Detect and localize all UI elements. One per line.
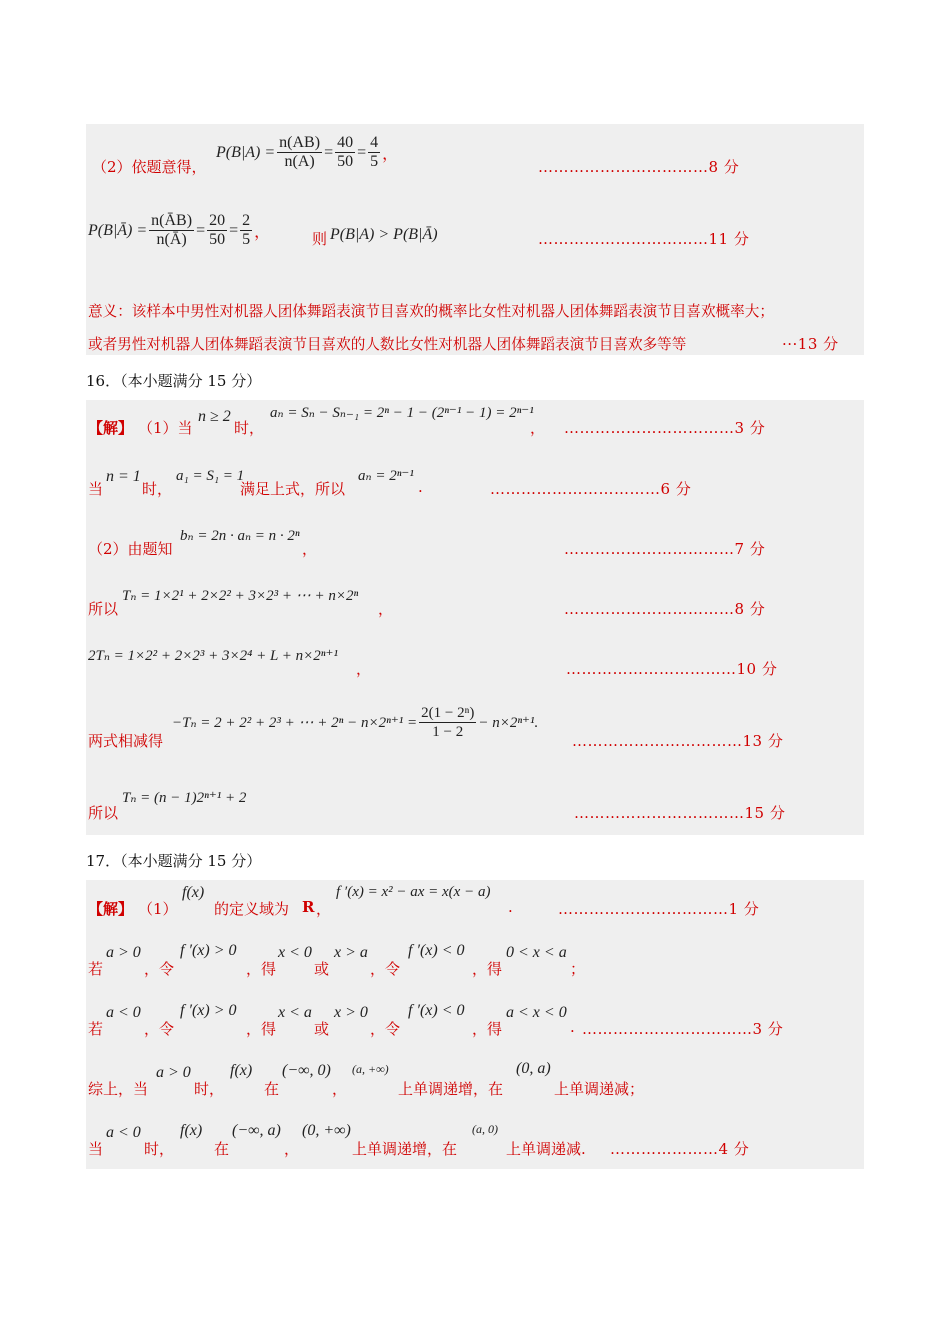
- score-11: ……………………………11 分: [538, 230, 750, 248]
- expr: aₙ = 2ⁿ⁻¹: [358, 468, 414, 484]
- expr: f ′(x) < 0: [408, 1002, 465, 1019]
- Tn-sum-formula: [122, 586, 358, 605]
- expr: aₙ = Sₙ − Sₙ₋₁ = 2ⁿ − 1 − (2ⁿ⁻¹ − 1) = 2ⁿ⁻¹: [270, 405, 534, 421]
- expr: (a, 0): [472, 1122, 498, 1136]
- line-part2-bar: [86, 212, 864, 262]
- expr: f(x): [230, 1062, 253, 1079]
- expr: a > 0: [106, 944, 141, 961]
- comma: ，: [530, 419, 546, 437]
- part2-intro: （2）依题意得，: [92, 158, 207, 176]
- expr: n ≥ 2: [198, 408, 231, 425]
- Tn-result: [122, 788, 246, 807]
- range-a-x-0: [506, 1004, 567, 1022]
- text: ，得: [472, 960, 503, 978]
- text: ，令: [370, 1020, 401, 1038]
- bn-formula: [180, 526, 300, 545]
- range-x-lt-a: [278, 1004, 312, 1022]
- interval-a-0: [472, 1122, 498, 1137]
- expr: f ′(x) < 0: [408, 942, 465, 959]
- f-of-x: [182, 884, 204, 902]
- expr: Tₙ = 1×2¹ + 2×2² + 3×2³ + ⋯ + n×2ⁿ: [122, 588, 359, 604]
- expr: (−∞, a): [232, 1122, 281, 1139]
- score-6: ……………………………6 分: [490, 480, 692, 498]
- f-of-x: [180, 1122, 202, 1140]
- fprime-pos: [180, 1002, 237, 1020]
- derivative-formula: [336, 884, 490, 901]
- interval-0-inf: [302, 1122, 351, 1140]
- frac-num: n(AB): [279, 134, 321, 151]
- range-x-gt-a: [334, 944, 368, 962]
- dot: .: [570, 1018, 575, 1036]
- expr: 0 < x < a: [506, 944, 567, 961]
- formula-lhs: P(B|Ā) =: [88, 221, 148, 239]
- frac-den: n(A): [284, 153, 315, 170]
- dot: .: [418, 478, 423, 496]
- frac-den: 5: [370, 153, 379, 170]
- interval-neg-inf-a: [232, 1122, 281, 1140]
- fraction-nAbarB: [149, 212, 194, 249]
- frac-den: 50: [337, 153, 354, 170]
- expr: x < 0: [278, 944, 312, 961]
- cond-a-pos: [156, 1064, 191, 1082]
- text: 时，: [144, 1140, 175, 1158]
- solution-block-15: [86, 124, 864, 355]
- expr: x < a: [278, 1004, 312, 1021]
- meaning-text-1: 意义：该样本中男性对机器人团体舞蹈表演节目喜欢的概率比女性对机器人团体舞蹈表演节目喜欢概率大；: [88, 303, 774, 320]
- interval-a-inf: [352, 1062, 389, 1077]
- q16-line-1: [86, 400, 864, 440]
- text: 或: [314, 1020, 330, 1038]
- expr: a < x < 0: [506, 1004, 567, 1021]
- text: （1）当: [138, 419, 193, 437]
- a1-formula: [176, 468, 244, 485]
- fprime-neg: [408, 942, 465, 960]
- dot: .: [508, 898, 513, 916]
- line-meaning-2: [86, 331, 864, 355]
- expr: f ′(x) > 0: [180, 1002, 237, 1019]
- text: 的定义域为: [214, 900, 290, 918]
- text: 所以: [88, 600, 119, 618]
- frac-den: 1 − 2: [432, 724, 464, 740]
- fraction-4-5: [368, 134, 380, 171]
- score-8: ……………………………8 分: [564, 600, 766, 618]
- frac-num: 40: [337, 134, 354, 151]
- text: 当: [88, 480, 104, 498]
- solution-tag: 【解】: [88, 419, 134, 437]
- line-meaning-1: [86, 298, 864, 322]
- expr: bₙ = 2n · aₙ = n · 2ⁿ: [180, 528, 300, 544]
- frac-den: n(Ā): [156, 231, 187, 248]
- text: 时，: [234, 419, 265, 437]
- fraction-nAB: [277, 134, 322, 171]
- q17-line-2: [86, 938, 864, 978]
- text: 若: [88, 1020, 104, 1038]
- question-16-header: 16．（本小题满分 15 分）: [86, 372, 262, 390]
- expr: 2Tₙ = 1×2² + 2×2³ + 3×2⁴ + L + n×2ⁿ⁺¹: [88, 648, 338, 664]
- real-set: R: [302, 898, 315, 916]
- expr: f ′(x) = x² − ax = x(x − a): [336, 884, 491, 900]
- frac-num: 2: [242, 212, 251, 229]
- comma: ，: [356, 660, 372, 678]
- condition-n-eq-1: [106, 468, 141, 486]
- text: 上单调递减；: [554, 1080, 645, 1098]
- comma: ，: [254, 224, 271, 241]
- text: ，令: [370, 960, 401, 978]
- q17-line-5: [86, 1118, 864, 1158]
- recurrence-formula: [270, 403, 534, 422]
- expr: − n×2ⁿ⁺¹.: [478, 715, 539, 731]
- expr: n = 1: [106, 468, 141, 485]
- fraction-40-50: [335, 134, 355, 171]
- text: ，得: [246, 960, 277, 978]
- solution-tag: 【解】: [88, 900, 134, 918]
- q16-line-4: [86, 582, 864, 622]
- text: 或: [314, 960, 330, 978]
- score-13: ···13 分: [782, 335, 839, 353]
- score-1: ……………………………1 分: [558, 900, 760, 918]
- comma: ，: [382, 146, 399, 163]
- text: ，: [332, 1080, 348, 1098]
- frac-num: 2(1 − 2ⁿ): [421, 705, 475, 721]
- q17-line-3: [86, 998, 864, 1038]
- text: ，: [284, 1140, 300, 1158]
- text: 上单调递增，在: [398, 1080, 504, 1098]
- then-text: 则: [312, 230, 328, 248]
- score-7: ……………………………7 分: [564, 540, 766, 558]
- fraction-geometric: [419, 704, 476, 741]
- conditional-prob-formula: P(B|A) = $\frac{n(AB)}{n(A)}$ = $\frac{40}{50}$ = $\frac{4}{5}$ ，: [216, 134, 399, 170]
- comma: ，: [302, 540, 318, 558]
- expr: x > 0: [334, 1004, 368, 1021]
- score-3: ……………………………3 分: [564, 419, 766, 437]
- comparison-expr: P(B|A) > P(B|Ā): [330, 226, 438, 243]
- cond-a-neg: [106, 1004, 141, 1022]
- expr: −Tₙ = 2 + 2² + 2³ + ⋯ + 2ⁿ − n×2ⁿ⁺¹ =: [172, 715, 418, 731]
- text: ，得: [472, 1020, 503, 1038]
- text: 当: [88, 1140, 104, 1158]
- q16-line-7: [86, 784, 864, 824]
- fraction-2-5: [240, 212, 252, 249]
- 2Tn-formula: [88, 646, 338, 665]
- score-10: ……………………………10 分: [566, 660, 778, 678]
- expr: (−∞, 0): [282, 1062, 331, 1079]
- text: ；: [570, 960, 586, 978]
- q16-line-5: [86, 642, 864, 682]
- expr: (0, +∞): [302, 1122, 351, 1139]
- expr: (a, +∞): [352, 1062, 389, 1076]
- range-x-lt-0: [278, 944, 312, 962]
- q17-line-4: [86, 1058, 864, 1098]
- text: （2）由题知: [88, 540, 173, 558]
- expr: (0, a): [516, 1060, 551, 1077]
- text: 时，: [194, 1080, 225, 1098]
- frac-num: 4: [370, 134, 379, 151]
- expr: Tₙ = (n − 1)2ⁿ⁺¹ + 2: [122, 790, 247, 806]
- text: 所以: [88, 804, 119, 822]
- frac-num: n(ĀB): [151, 212, 193, 229]
- an-result: [358, 466, 414, 485]
- f-of-x: [230, 1062, 252, 1080]
- expr: a₁ = S₁ = 1: [176, 468, 245, 484]
- text: 上单调递减.: [506, 1140, 586, 1158]
- text: ，得: [246, 1020, 277, 1038]
- interval-neg-inf-0: [282, 1062, 331, 1080]
- text: 时，: [142, 480, 173, 498]
- question-17-header: 17．（本小题满分 15 分）: [86, 852, 262, 870]
- score-4: …………………4 分: [610, 1140, 750, 1158]
- fprime-pos: [180, 942, 237, 960]
- text: ，令: [144, 960, 175, 978]
- frac-den: 50: [209, 231, 226, 248]
- expr: a < 0: [106, 1124, 141, 1141]
- expr: a < 0: [106, 1004, 141, 1021]
- range-0-x-a: [506, 944, 567, 962]
- score-3: ……………………………3 分: [582, 1020, 784, 1038]
- text: 在: [264, 1080, 280, 1098]
- text: 若: [88, 960, 104, 978]
- fprime-neg: [408, 1002, 465, 1020]
- cond-a-pos: [106, 944, 141, 962]
- text: 满足上式，所以: [240, 480, 346, 498]
- text: 综上，当: [88, 1080, 149, 1098]
- score-15: ……………………………15 分: [574, 804, 786, 822]
- score-13: ……………………………13 分: [572, 732, 784, 750]
- frac-num: 20: [209, 212, 226, 229]
- comparison-formula: [330, 226, 438, 244]
- condition-n-ge-2: [198, 408, 231, 426]
- expr: f(x): [182, 884, 205, 901]
- subtraction-formula: [172, 704, 538, 741]
- q16-line-2: [86, 460, 864, 500]
- text: 在: [214, 1140, 230, 1158]
- q16-line-3: [86, 522, 864, 562]
- text: 上单调递增，在: [352, 1140, 458, 1158]
- expr: x > a: [334, 944, 368, 961]
- expr: f ′(x) > 0: [180, 942, 237, 959]
- comma: ，: [378, 600, 394, 618]
- expr: f(x): [180, 1122, 203, 1139]
- fraction-20-50: [207, 212, 227, 249]
- comma: ，: [316, 900, 332, 918]
- text: 两式相减得: [88, 732, 164, 750]
- q16-line-6: [86, 700, 864, 758]
- text: （1）: [138, 900, 178, 918]
- formula-lhs: P(B|A) =: [216, 143, 276, 161]
- solution-block-16: [86, 400, 864, 835]
- q17-line-1: [86, 880, 864, 920]
- meaning-text-2: 或者男性对机器人团体舞蹈表演节目喜欢的人数比女性对机器人团体舞蹈表演节目喜欢多等等: [88, 336, 687, 353]
- text: ，令: [144, 1020, 175, 1038]
- solution-block-17: [86, 880, 864, 1169]
- expr: a > 0: [156, 1064, 191, 1081]
- cond-a-neg: [106, 1124, 141, 1142]
- score-8: ……………………………8 分: [538, 158, 740, 176]
- line-part2: [86, 128, 864, 184]
- conditional-prob-bar-formula: P(B|Ā) = $\frac{n(ĀB)}{n(Ā)}$ = $\frac{20}{50}$ = $\frac{2}{5}$ ，: [88, 212, 271, 248]
- range-x-gt-0: [334, 1004, 368, 1022]
- frac-den: 5: [242, 231, 251, 248]
- interval-0-a: [516, 1060, 551, 1078]
